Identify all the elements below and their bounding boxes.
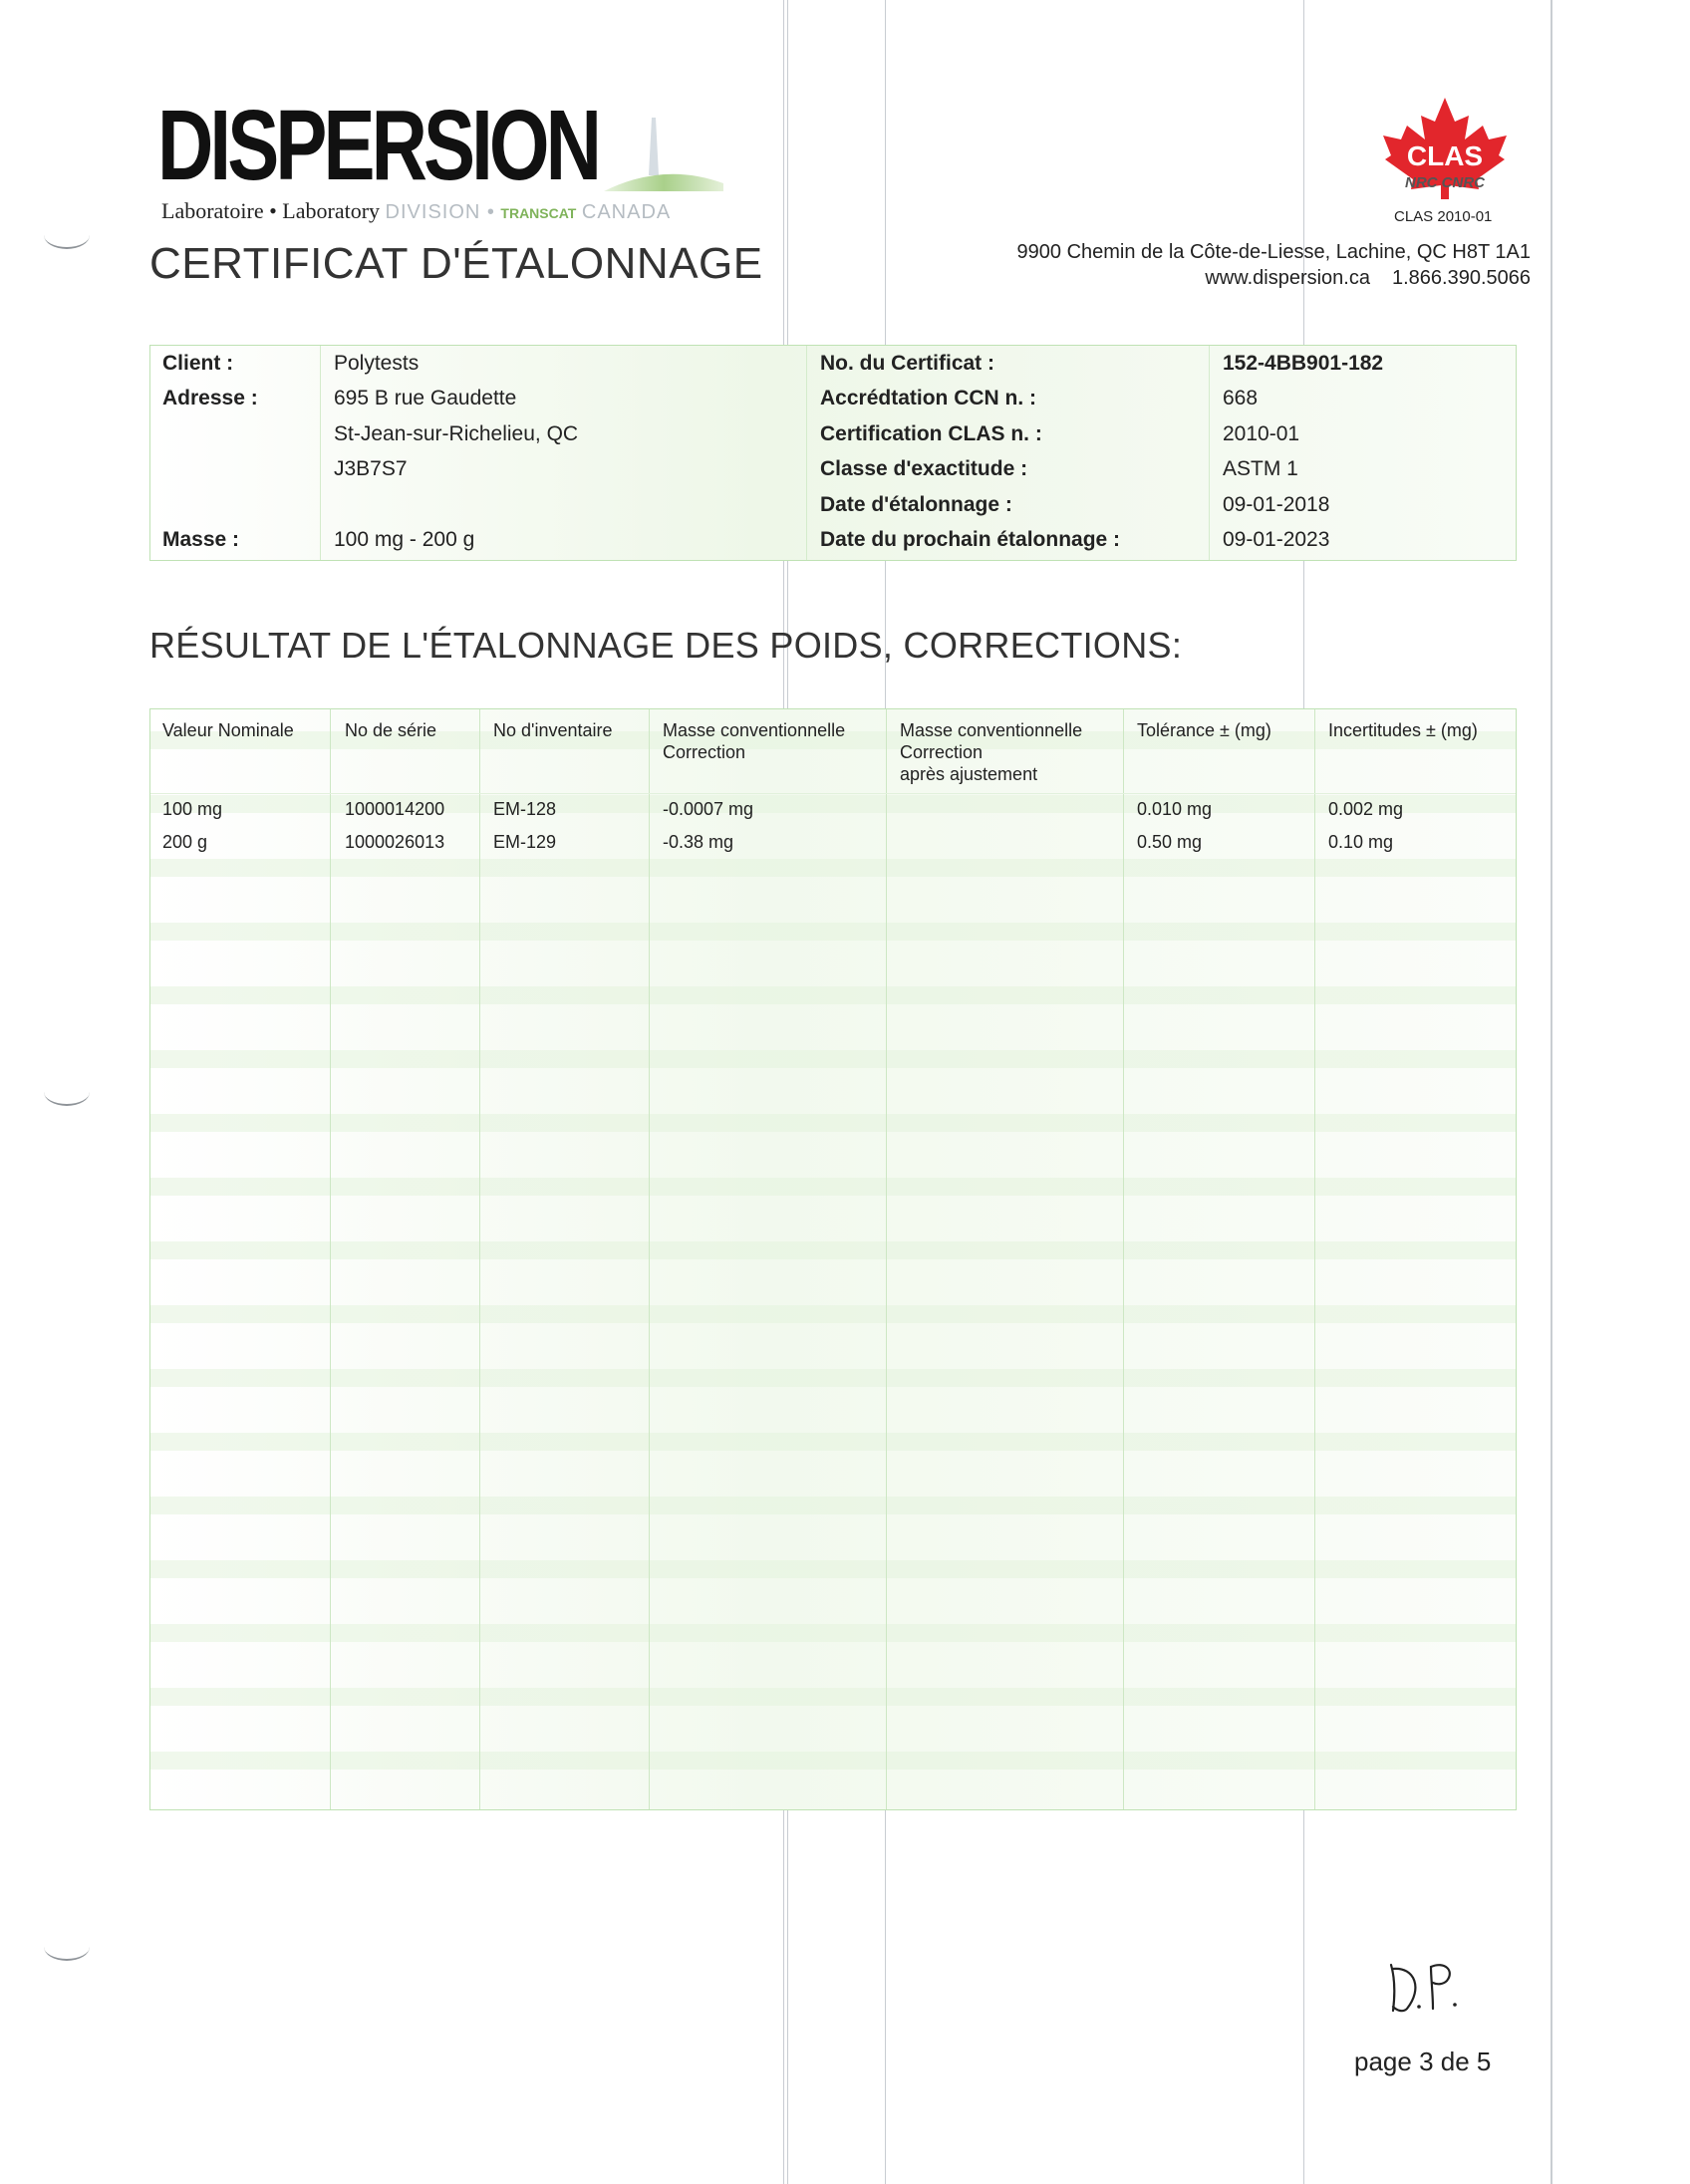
punch-hole [44,1933,90,1961]
company-address [1017,239,1531,291]
next-calibration-label: Date du prochain étalonnage : [820,528,1121,551]
mass-label: Masse : [162,528,240,551]
handwritten-initials [1385,1959,1465,2015]
column-header-correction-after-adjustment: Masse conventionnelle Correction après ajustement [900,720,1083,784]
column-divider [886,709,887,1809]
address-line-2: St-Jean-sur-Richelieu, QC [334,422,579,445]
page-number: page 3 de 5 [1354,2047,1492,2076]
column-divider [330,709,331,1809]
logo-sub-transcat: TRANSCAT [500,205,577,221]
logo-swoosh-icon [604,118,723,191]
website-link[interactable]: www.dispersion.ca [1205,267,1370,289]
inventory-number-cell: EM-129 [493,832,557,852]
punch-hole [44,1078,90,1106]
clas-logo-sub: NRC CNRC [1405,174,1485,191]
phone-number: 1.866.390.5066 [1391,267,1531,289]
divider [320,346,321,560]
divider [1209,346,1210,560]
nominal-value-cell: 100 mg [162,799,223,819]
header-rule [150,793,1516,794]
column-header-tolerance: Tolérance ± (mg) [1137,720,1271,740]
results-section-title: RÉSULTAT DE L'ÉTALONNAGE DES POIDS, CORRECTIONS: [149,625,1183,666]
ccn-accreditation-value: 668 [1223,387,1259,410]
clas-certification-value: 2010-01 [1223,422,1300,445]
company-logo: DISPERSION [157,90,599,201]
mass-value: 100 mg - 200 g [334,528,475,551]
column-divider [479,709,480,1809]
correction-cell: -0.0007 mg [663,799,754,819]
column-header-serial-number: No de série [345,720,437,740]
logo-subtitle [161,198,671,224]
serial-number-cell: 1000014200 [345,799,445,819]
punch-hole [44,221,90,249]
uncertainty-cell: 0.002 mg [1328,799,1404,819]
client-label: Client : [162,352,234,375]
logo-sub-division: DIVISION • [385,201,495,223]
column-divider [1123,709,1124,1809]
certificate-number-label: No. du Certificat : [820,352,995,375]
column-divider [649,709,650,1809]
clas-logo-text: CLAS [1406,140,1484,171]
certificate-title: CERTIFICAT D'ÉTALONNAGE [149,239,763,288]
calibration-date-label: Date d'étalonnage : [820,493,1012,516]
logo-sub-canada: CANADA [581,201,672,223]
tolerance-cell: 0.50 mg [1137,832,1203,852]
page-edge [1550,0,1552,2184]
address-line-3: J3B7S7 [334,457,408,480]
nominal-value-cell: 200 g [162,832,208,852]
clas-maple-leaf-logo [1379,96,1511,199]
accuracy-class-value: ASTM 1 [1223,457,1298,480]
address-line-1: 695 B rue Gaudette [334,387,517,410]
results-table [149,708,1517,1810]
ccn-accreditation-label: Accrédtation CCN n. : [820,387,1037,410]
certificate-number-value: 152-4BB901-182 [1223,352,1384,375]
info-block [149,345,1517,561]
correction-cell: -0.38 mg [663,832,734,852]
clas-certification-label: Certification CLAS n. : [820,422,1042,445]
tolerance-cell: 0.010 mg [1137,799,1213,819]
divider [806,346,807,560]
column-header-conventional-mass-correction: Masse conventionnelle Correction [663,720,846,762]
calibration-date-value: 09-01-2018 [1223,493,1330,516]
accuracy-class-label: Classe d'exactitude : [820,457,1028,480]
address-line: 9900 Chemin de la Côte-de-Liesse, Lachine, QC H8T 1A1 [1016,241,1531,263]
address-label: Adresse : [162,387,258,410]
logo-sub-laboratory: Laboratoire • Laboratory [161,198,381,223]
client-value: Polytests [334,352,420,375]
serial-number-cell: 1000026013 [345,832,445,852]
column-header-inventory-number: No d'inventaire [493,720,613,740]
next-calibration-value: 09-01-2023 [1223,528,1330,551]
column-divider [1314,709,1315,1809]
column-header-uncertainty: Incertitudes ± (mg) [1328,720,1478,740]
uncertainty-cell: 0.10 mg [1328,832,1394,852]
inventory-number-cell: EM-128 [493,799,557,819]
clas-code: CLAS 2010-01 [1394,208,1493,225]
column-header-nominal-value: Valeur Nominale [162,720,294,740]
